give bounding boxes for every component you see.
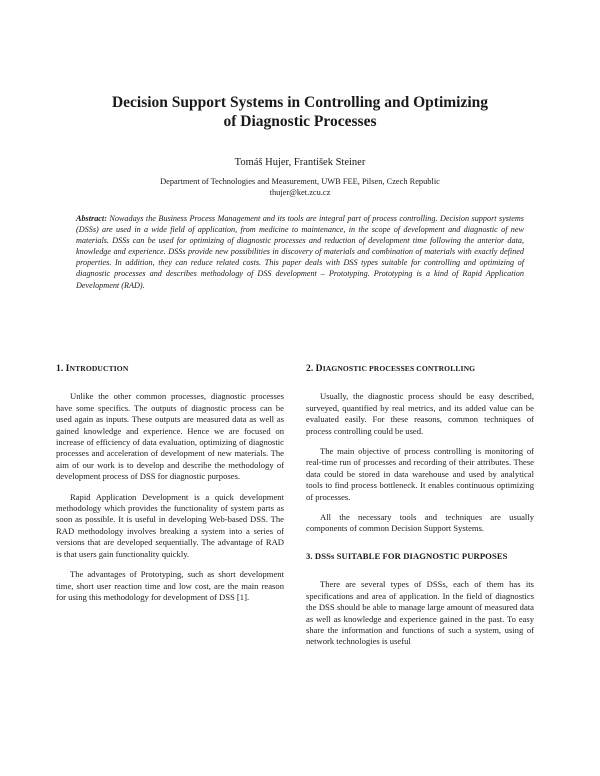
- paragraph: There are several types of DSSs, each of them has its specifications and area of application. In the field of diagnostics the DSS should be able to manage large amount of measured data as well as knowledge and experience gained in the past. To easy share the information and functions of such a system, using of network technologies is useful: [306, 579, 534, 647]
- paragraph: The main objective of process controlling is monitoring of real-time run of processes and recording of their attributes. These data could be stored in data warehouse and used by analytical tools to find process bottleneck. It enables continuous optimizing of processes.: [306, 446, 534, 502]
- section-heading-rest: IAGNOSTIC PROCESSES CONTROLLING: [322, 364, 476, 373]
- paper-title: [70, 93, 530, 131]
- title-line-2: of Diagnostic Processes: [223, 113, 377, 130]
- right-column: [306, 363, 534, 657]
- section-heading-initial: D: [315, 363, 323, 374]
- paragraph: The advantages of Prototyping, such as short development time, short user reaction time and low cost, are the main reason for using this methodology for development of DSS [1].: [56, 569, 284, 602]
- abstract-text: Nowadays the Business Process Management and its tools are integral part of process controlling. Decision support systems (DSSs) are used in a wide field of application, from medicine to maintenance, in the scope of development and diagnostic of new materials. DSSs can be used for optimizing of diagnostic processes and reduction of development time following the anterior data, knowledge and experience. DSSs provide new possibilities in discovery of materials and combination of materials with exactly defined properties. In addition, they can reduce related costs. This paper deals with DSS types suitable for controlling and optimizing of diagnostic processes and describes methodology of DSS development – Prototyping. Prototyping is a kind of Rapid Application Development (RAD).: [76, 214, 524, 290]
- abstract-label: Abstract:: [76, 214, 107, 223]
- authors: Tomáš Hujer, František Steiner: [234, 157, 366, 168]
- section-number: 1.: [56, 363, 64, 374]
- section-heading-diagnostic-processes: [306, 363, 534, 374]
- affiliation-block: [60, 176, 540, 198]
- section-heading-dss-suitable: 3. DSSs SUITABLE FOR DIAGNOSTIC PURPOSES: [306, 550, 508, 561]
- section-heading-rest: NTRODUCTION: [69, 364, 129, 373]
- affiliation: Department of Technologies and Measurement, UWB FEE, Pilsen, Czech Republic: [160, 177, 440, 186]
- paragraph: All the necessary tools and techniques are usually components of common Decision Support Systems.: [306, 512, 534, 534]
- paragraph: Usually, the diagnostic process should be easy described, surveyed, quantified by real metrics, and its added value can be evaluated easily. For these reasons, common techniques of process controlling could be used.: [306, 391, 534, 436]
- abstract: [76, 213, 524, 291]
- section-heading-initial: I: [65, 363, 70, 374]
- paragraph: Rapid Application Development is a quick development methodology which provides the functionality of system parts as soon as possible. It is useful in developing Web-based DSS. The RAD methodology involves breaking a system into a series of versions that are developed sequentially. The advantage of RAD is that users gain functionality quickly.: [56, 491, 284, 559]
- section-number: 2.: [306, 363, 314, 374]
- email: thujer@ket.zcu.cz: [269, 188, 331, 197]
- section-heading-introduction: [56, 363, 284, 374]
- left-column: [56, 363, 284, 612]
- title-line-1: Decision Support Systems in Controlling and Optimizing: [111, 94, 489, 111]
- paragraph: Unlike the other common processes, diagnostic processes have some specifics. The outputs of diagnostic process can be used again as inputs. These outputs are measured data as well as gained knowledge and experience. Hence we are focused on increase of efficiency of data evaluation, optimizing of diagnostic processes and acceleration of development of new materials. The aim of our work is to develop and describe the methodology of development process of DSS for diagnostic purposes.: [56, 391, 284, 482]
